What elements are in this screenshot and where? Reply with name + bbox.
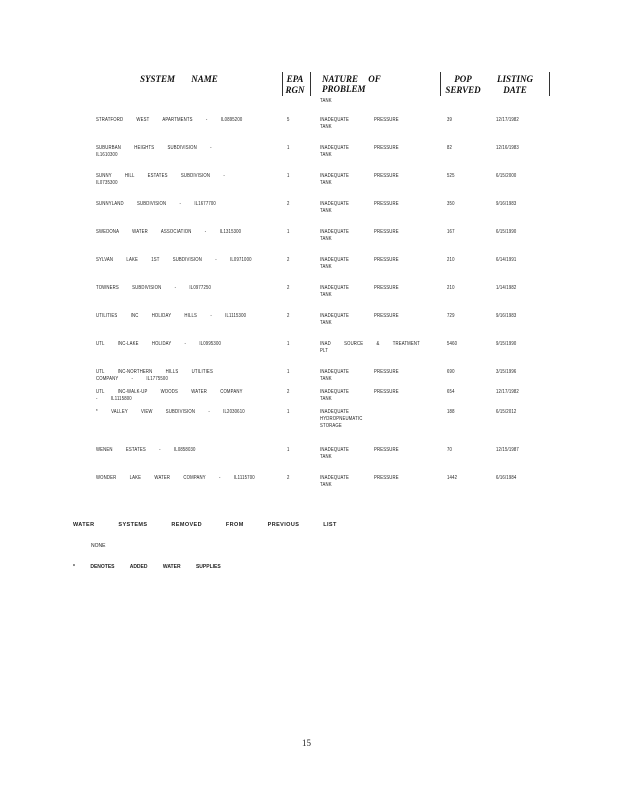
row-sys-cell: IL1610300 [96,152,118,158]
footnote: * DENOTES ADDED WATER SUPPLIES [73,564,221,570]
row-sys-cell: UTL INC-NORTHERN HILLS UTILITIES [96,369,213,375]
row-epa-cell: 1 [287,409,290,415]
header-listing: LISTING [496,74,533,84]
row-pop-cell: 729 [447,313,455,319]
row-date-cell: 9/15/1990 [496,341,517,347]
row-sys-cell: - IL1115800 [96,396,132,402]
row-prob-cell: PRESSURE [374,145,399,151]
row-nat-cell: INADEQUATE [320,257,350,263]
row-date-cell: 3/15/1996 [496,369,517,375]
row-nat-cell: TANK [320,208,332,214]
row-nat-cell: TANK [320,124,332,130]
row-pop-cell: 82 [447,145,453,151]
row-nat-cell: INAD SOURCE & TREATMENT [320,341,420,347]
row-date-cell: 12/16/1983 [496,145,519,151]
row-prob-cell: PRESSURE [374,313,399,319]
row-pop-cell: 39 [447,117,453,123]
header-divider [549,72,550,96]
row-nat-cell: INADEQUATE [320,475,350,481]
row-prob-cell: PRESSURE [374,257,399,263]
row-prob-cell: PRESSURE [374,285,399,291]
row-nat-cell: TANK [320,292,332,298]
row-nat-cell: HYDROPNEUMATIC [320,416,363,422]
header-served: SERVED [445,85,481,95]
row-epa-cell: 1 [287,145,290,151]
row-sys-cell: SUNNY HILL ESTATES SUBDIVISION - [96,173,225,179]
page-number: 15 [302,738,311,748]
header-rgn: RGN [285,85,305,95]
row-pop-cell: 210 [447,285,455,291]
row-prob-cell: PRESSURE [374,447,399,453]
row-nat-cell: INADEQUATE [320,409,350,415]
header-divider [282,72,283,96]
removed-value: NONE [91,543,106,549]
row-date-cell: 9/16/1983 [496,313,517,319]
header-divider [440,72,441,96]
row-epa-cell: 2 [287,257,290,263]
row-epa-cell: 1 [287,173,290,179]
row-nat-cell: TANK [320,264,332,270]
row-prob-cell: PRESSURE [374,475,399,481]
row-epa-cell: 2 [287,475,290,481]
row-nat-cell: TANK [320,152,332,158]
row-nat-cell: TANK [320,454,332,460]
row-sys-cell: UTILITIES INC HOLIDAY HILLS - IL1115300 [96,313,247,319]
row-epa-cell: 1 [287,369,290,375]
header-divider [310,72,311,96]
row-nat-cell: INADEQUATE [320,389,350,395]
row-pop-cell: 188 [447,409,455,415]
row-date-cell: 6/15/2000 [496,173,517,179]
row-date-cell: 1/14/1982 [496,285,517,291]
row-sys-cell: IL0735300 [96,180,118,186]
header-pop: POP [454,74,472,84]
row-date-cell: 6/16/1984 [496,475,517,481]
row-epa-cell: 1 [287,447,290,453]
row-nat-cell: TANK [320,236,332,242]
row-prob-cell: PRESSURE [374,389,399,395]
row-sys-cell: STRATFORD WEST APARTMENTS - IL0895200 [96,117,243,123]
row-nat-cell: INADEQUATE [320,229,350,235]
row-pop-cell: 70 [447,447,453,453]
row-date-cell: 12/15/1987 [496,447,519,453]
row-nat-cell: INADEQUATE [320,313,350,319]
row-nat-cell: TANK [320,376,332,382]
row-pop-cell: 525 [447,173,455,179]
row-epa-cell: 2 [287,389,290,395]
row-date-cell: 6/15/1990 [496,229,517,235]
row-epa-cell: 2 [287,285,290,291]
row-pop-cell: 690 [447,369,455,375]
row-epa-cell: 2 [287,313,290,319]
row-nat-cell: TANK [320,482,332,488]
continued-fragment: TANK [320,98,332,104]
row-pop-cell: 654 [447,389,455,395]
row-nat-cell: PLT [320,348,328,354]
row-nat-cell: INADEQUATE [320,447,350,453]
row-sys-cell: TOWNERS SUBDIVISION - IL0977250 [96,285,212,291]
row-nat-cell: TANK [320,320,332,326]
row-sys-cell: WENEN ESTATES - IL0858030 [96,447,196,453]
row-nat-cell: INADEQUATE [320,369,350,375]
row-nat-cell: INADEQUATE [320,173,350,179]
row-sys-cell: * VALLEY VIEW SUBDIVISION - IL2030610 [96,409,245,415]
row-nat-cell: STORAGE [320,423,342,429]
row-pop-cell: 167 [447,229,455,235]
row-sys-cell: SUNNYLAND SUBDIVISION - IL1677700 [96,201,216,207]
header-epa: EPA [286,74,304,84]
row-prob-cell: PRESSURE [374,369,399,375]
row-epa-cell: 1 [287,229,290,235]
row-sys-cell: WONDER LAKE WATER COMPANY - IL1115700 [96,475,255,481]
removed-heading: WATER SYSTEMS REMOVED FROM PREVIOUS LIST [73,522,337,528]
row-pop-cell: 5460 [447,341,458,347]
row-nat-cell: INADEQUATE [320,145,350,151]
row-date-cell: 9/16/1983 [496,201,517,207]
row-pop-cell: 350 [447,201,455,207]
row-prob-cell: PRESSURE [374,229,399,235]
row-pop-cell: 210 [447,257,455,263]
row-prob-cell: PRESSURE [374,201,399,207]
row-date-cell: 12/17/1982 [496,389,519,395]
row-sys-cell: SUBURBAN HEIGHTS SUBDIVISION - [96,145,212,151]
row-date-cell: 6/15/2012 [496,409,517,415]
row-nat-cell: TANK [320,180,332,186]
row-prob-cell: PRESSURE [374,117,399,123]
header-system-name: SYSTEM NAME [140,74,218,84]
row-epa-cell: 2 [287,201,290,207]
row-date-cell: 6/14/1991 [496,257,517,263]
row-sys-cell: COMPANY - IL1775500 [96,376,168,382]
row-nat-cell: INADEQUATE [320,117,350,123]
row-sys-cell: UTL INC-WALK-UP WOODS WATER COMPANY [96,389,243,395]
row-prob-cell: PRESSURE [374,173,399,179]
header-nature: NATURE OF PROBLEM [322,74,381,94]
row-date-cell: 12/17/1982 [496,117,519,123]
header-date: DATE [503,85,527,95]
row-nat-cell: TANK [320,396,332,402]
row-epa-cell: 1 [287,341,290,347]
row-pop-cell: 1442 [447,475,458,481]
row-nat-cell: INADEQUATE [320,285,350,291]
row-sys-cell: UTL INC-LAKE HOLIDAY - IL0995300 [96,341,222,347]
row-epa-cell: 5 [287,117,290,123]
row-nat-cell: INADEQUATE [320,201,350,207]
row-sys-cell: SWEDONA WATER ASSOCIATION - IL1315300 [96,229,242,235]
row-sys-cell: SYLVAN LAKE 1ST SUBDIVISION - IL0971000 [96,257,252,263]
